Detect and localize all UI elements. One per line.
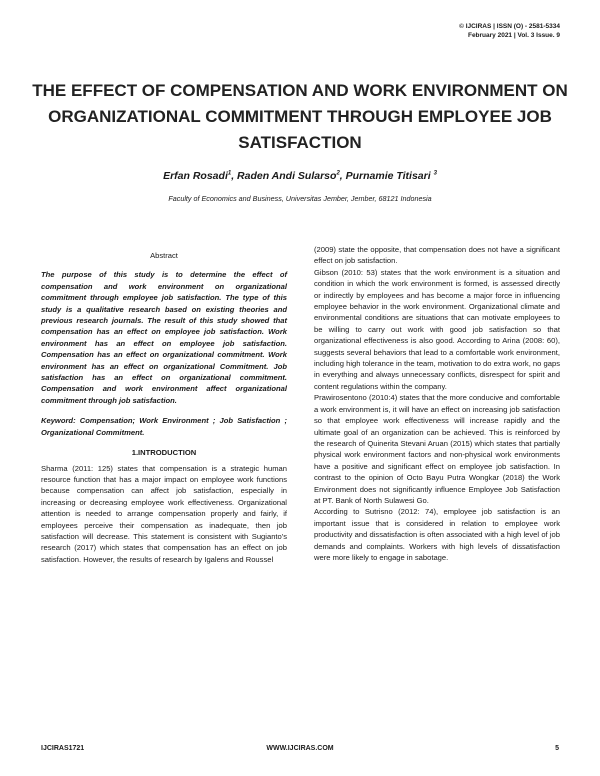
page-number: 5: [555, 745, 559, 752]
author-name: Erfan Rosadi: [163, 170, 228, 182]
paragraph: Gibson (2010: 53) states that the work environment is a situation and condition in which the work environment is formed, is assessed directly or indirectly by employees and has become a major force in influencing employee behavior in the work environment. Organizational climate and environmental conditions are situations that can motivate employees to be willing to carry out work with good job satisfaction so that organizational effectiveness is also good. According to Arina (2008: 60), suggests several behaviors that lead to a comfortable work environment, including high tolerance in the team, motivation to do extra work, no gaps in everything and always unnecessary conflicts, disrespect for spirit and content regulations within the company.: [314, 267, 560, 391]
keywords: Keyword: Compensation; Work Environment ; Job Satisfaction ; Organizational Commitment.: [41, 416, 287, 437]
right-column: [314, 244, 560, 563]
author-sup: 3: [433, 170, 437, 177]
left-column: [41, 244, 287, 565]
footer-paper-id: IJCIRAS1721: [41, 745, 85, 752]
introduction-heading: 1.INTRODUCTION: [131, 448, 197, 458]
introduction-body: Sharma (2011: 125) states that compensation is a strategic human resource function that has a major impact on employee work functions because compensation can affect job satisfaction, especially in increasing or decreasing employee work effectiveness. Organizational attention is needed to arrange compensation properly and fairly, if employees perceive their compensation as inadequate, then job satisfaction will decrease. This statement is consistent with Sugianto's research (2017) which states that compensation has an effect on job satisfaction. However, the results of research by Igalens and Roussel: [41, 463, 287, 564]
journal-header: [459, 22, 560, 40]
author-name: Raden Andi Sularso: [237, 170, 337, 182]
author-name: Purnamie Titisari: [345, 170, 434, 182]
paragraph: According to Sutrisno (2012: 74), employee job satisfaction is an important issue that is considered in relation to employee work productivity and dissatisfaction is often associated with a high level of job demands and complaints. Workers with high levels of dissatisfaction were more likely to engage in sabotage.: [314, 507, 560, 562]
abstract-heading: Abstract: [150, 251, 178, 260]
author-list: Erfan Rosadi$^1$, Raden Andi Sularso$^2$, Purnamie Titisari $^3$: [163, 170, 437, 182]
affiliation: Faculty of Economics and Business, Universitas Jember, Jember, 68121 Indonesia: [168, 194, 432, 203]
author-sup: 2: [336, 170, 340, 177]
footer-website[interactable]: WWW.IJCIRAS.COM: [266, 745, 334, 752]
paper-title: THE EFFECT OF COMPENSATION AND WORK ENVIRONMENT ON ORGANIZATIONAL COMMITMENT THROUGH EMPLOYEE JOB SATISFACTION: [32, 81, 568, 152]
paragraph: (2009) state the opposite, that compensation does not have a significant effect on job satisfaction.: [314, 245, 560, 266]
journal-issue: February 2021 | Vol. 3 Issue. 9: [467, 32, 560, 39]
author-sup: 1: [227, 170, 232, 177]
journal-issn: © IJCIRAS | ISSN (O) - 2581-5334: [459, 23, 560, 30]
paragraph: Prawirosentono (2010:4) states that the more conducive and comfortable a work environment is, it will have an effect on increasing job satisfaction so that employee work effectiveness will increase rapidly and the ultimate goal of an organization can be achieved. This is reinforced by the research of Quinerita Stevani Aruan (2015) which states that partially physical work environment factors and non-physical work environments have a positive and significant effect on employee job satisfaction. In contrast to the opinion of Octo Bayu Putra Wongkar (2018) the Work Environment does not significantly influence Employee Job Satisfaction at PT. Bank of North Sulawesi Go.: [314, 393, 560, 505]
abstract-body: The purpose of this study is to determine the effect of compensation and work environment on organizational commitment through employee job satisfaction. The type of this study is a qualitative research based on existing theories and previous research journals. The result of this study showed that compensation has an effect on employee job satisfaction. Work environment has an effect on employee job satisfaction. Compensation has an effect on organizational commitment. Work environment has an effect on organizational Commitment. Job satisfaction has an effect on organizational commitment. Compensation and work environment affect organizational commitment through job satisfaction.: [41, 270, 287, 405]
